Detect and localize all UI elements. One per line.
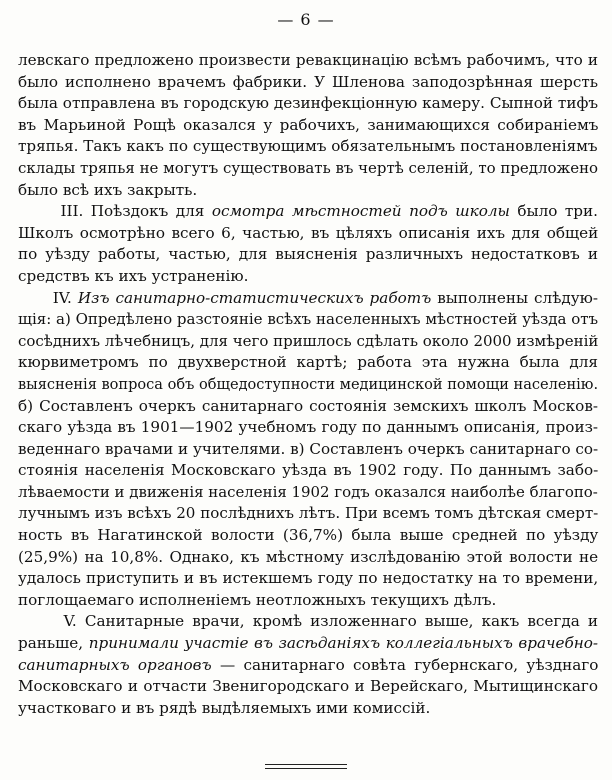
- text-line: [18, 568, 598, 590]
- text-line: [18, 266, 598, 288]
- text-segment: участковаго и въ рядѣ выдѣляемыхъ ими комиссій.: [18, 698, 431, 717]
- text-line: [18, 698, 598, 720]
- text-segment: сосѣднихъ лѣчебницъ, для чего пришлось сдѣлать около 2000 измѣреній: [18, 331, 599, 350]
- text-segment: было исполнено врачемъ фабрики. У Шленова заподозрѣнная шерсть: [18, 72, 598, 91]
- text-segment: лѣваемости и движенія населенія 1902 годъ оказался наиболѣе благопо-: [18, 482, 598, 501]
- text-line: [18, 374, 599, 396]
- italic-phrase: осмотра мѣстностей подъ школы: [211, 202, 510, 221]
- text-segment: стоянія населенія Московскаго уѣзда въ 1902 году. По даннымъ забо-: [18, 461, 599, 480]
- italic-phrase: санитарныхъ органовъ: [18, 655, 212, 674]
- text-segment: средствъ къ ихъ устраненію.: [18, 266, 249, 285]
- text-line: [18, 115, 598, 137]
- text-segment: было всѣ ихъ закрыть.: [18, 180, 198, 199]
- text-segment: по уѣзду работы, частью, для выясненія различныхъ недостатковъ и: [18, 245, 598, 264]
- text-segment: удалось приступить и въ истекшемъ году по недостатку на то времени,: [18, 569, 599, 588]
- italic-phrase: принимали участіе въ засѣданіяхъ коллегіальныхъ врачебно-: [88, 634, 598, 653]
- text-segment: была отправлена въ городскую дезинфекціонную камеру. Сыпной тифъ: [18, 94, 598, 113]
- text-line: [18, 201, 598, 223]
- text-segment: выполнены слѣдую-: [431, 288, 599, 307]
- text-segment: въ Марьиной Рощѣ оказался у рабочихъ, занимающихся собираніемъ: [18, 115, 599, 134]
- text-line: [18, 633, 598, 655]
- text-segment: б) Составленъ очеркъ санитарнаго состоянія земскихъ школъ Москов-: [18, 396, 598, 415]
- text-segment: — санитарнаго совѣта губернскаго, уѣзднаго: [211, 655, 599, 674]
- text-segment: раньше,: [18, 634, 89, 653]
- text-segment: тряпья. Такъ какъ по существующимъ обязательнымъ постановленіямъ: [18, 137, 598, 156]
- text-line: [18, 590, 598, 612]
- text-segment: левскаго предложено произвести ревакцинацію всѣмъ рабочимъ, что и: [18, 51, 598, 69]
- page-number: — 6 —: [277, 10, 335, 29]
- text-segment: поглощаемаго исполненіемъ неотложныхъ текущихъ дѣлъ.: [18, 590, 497, 609]
- footer-rule: [265, 764, 347, 765]
- text-line: [18, 158, 599, 180]
- text-line: [18, 547, 598, 569]
- text-line: [18, 93, 598, 115]
- text-segment: IV.: [18, 288, 78, 307]
- text-line: [18, 611, 598, 633]
- italic-phrase: Изъ санитарно-статистическихъ работъ: [77, 288, 432, 307]
- text-line: [18, 396, 598, 418]
- text-segment: выясненія вопроса объ общедоступности медицинской помощи населенію.: [18, 374, 599, 393]
- text-segment: веденнаго врачами и учителями. в) Составленъ очеркъ санитарнаго со-: [18, 439, 599, 458]
- text-segment: скаго уѣзда въ 1901—1902 учебномъ году по даннымъ описанія, произ-: [18, 418, 598, 437]
- text-segment: Школъ осмотрѣно всего 6, частью, въ цѣляхъ описанія ихъ для общей: [18, 223, 599, 242]
- text-line: [18, 352, 598, 374]
- text-line: [18, 482, 598, 504]
- text-segment: (25,9%) на 10,8%. Однако, къ мѣстному изслѣдованію этой волости не: [18, 547, 599, 566]
- text-segment: ность въ Нагатинской волости (36,7%) была выше средней по уѣзду: [18, 526, 599, 545]
- text-line: [18, 439, 597, 461]
- text-segment: лучнымъ изъ всѣхъ 20 послѣднихъ лѣтъ. При всемъ томъ дѣтская смерт-: [18, 504, 599, 523]
- text-line: [18, 136, 597, 158]
- text-line: [18, 525, 598, 547]
- document-body: [18, 50, 598, 719]
- footer-rule-second: [265, 768, 347, 769]
- text-line: [18, 223, 598, 245]
- text-line: [18, 503, 599, 525]
- text-segment: склады тряпья не могутъ существовать въ чертѣ селеній, то предложено: [18, 158, 599, 177]
- text-segment: кюрвиметромъ по двухверстной картѣ; работа эта нужна была для: [18, 353, 598, 372]
- text-line: [18, 180, 598, 202]
- text-line: [18, 331, 599, 353]
- text-line: [18, 50, 598, 72]
- text-line: [18, 676, 598, 698]
- text-segment: было три.: [509, 202, 598, 221]
- text-segment: III. Поѣздокъ для: [18, 202, 212, 221]
- text-line: [18, 244, 598, 266]
- text-segment: щія: а) Опредѣлено разстояніе всѣхъ населенныхъ мѣстностей уѣзда отъ: [18, 310, 599, 329]
- text-line: [18, 288, 598, 310]
- text-segment: Московскаго и отчасти Звенигородскаго и Верейскаго, Мытищинскаго: [18, 677, 598, 696]
- text-line: [18, 460, 598, 482]
- text-line: [18, 309, 599, 331]
- text-segment: V. Санитарные врачи, кромѣ изложеннаго выше, какъ всегда и: [18, 612, 598, 631]
- text-line: [18, 655, 598, 677]
- text-line: [18, 72, 598, 94]
- text-line: [18, 417, 598, 439]
